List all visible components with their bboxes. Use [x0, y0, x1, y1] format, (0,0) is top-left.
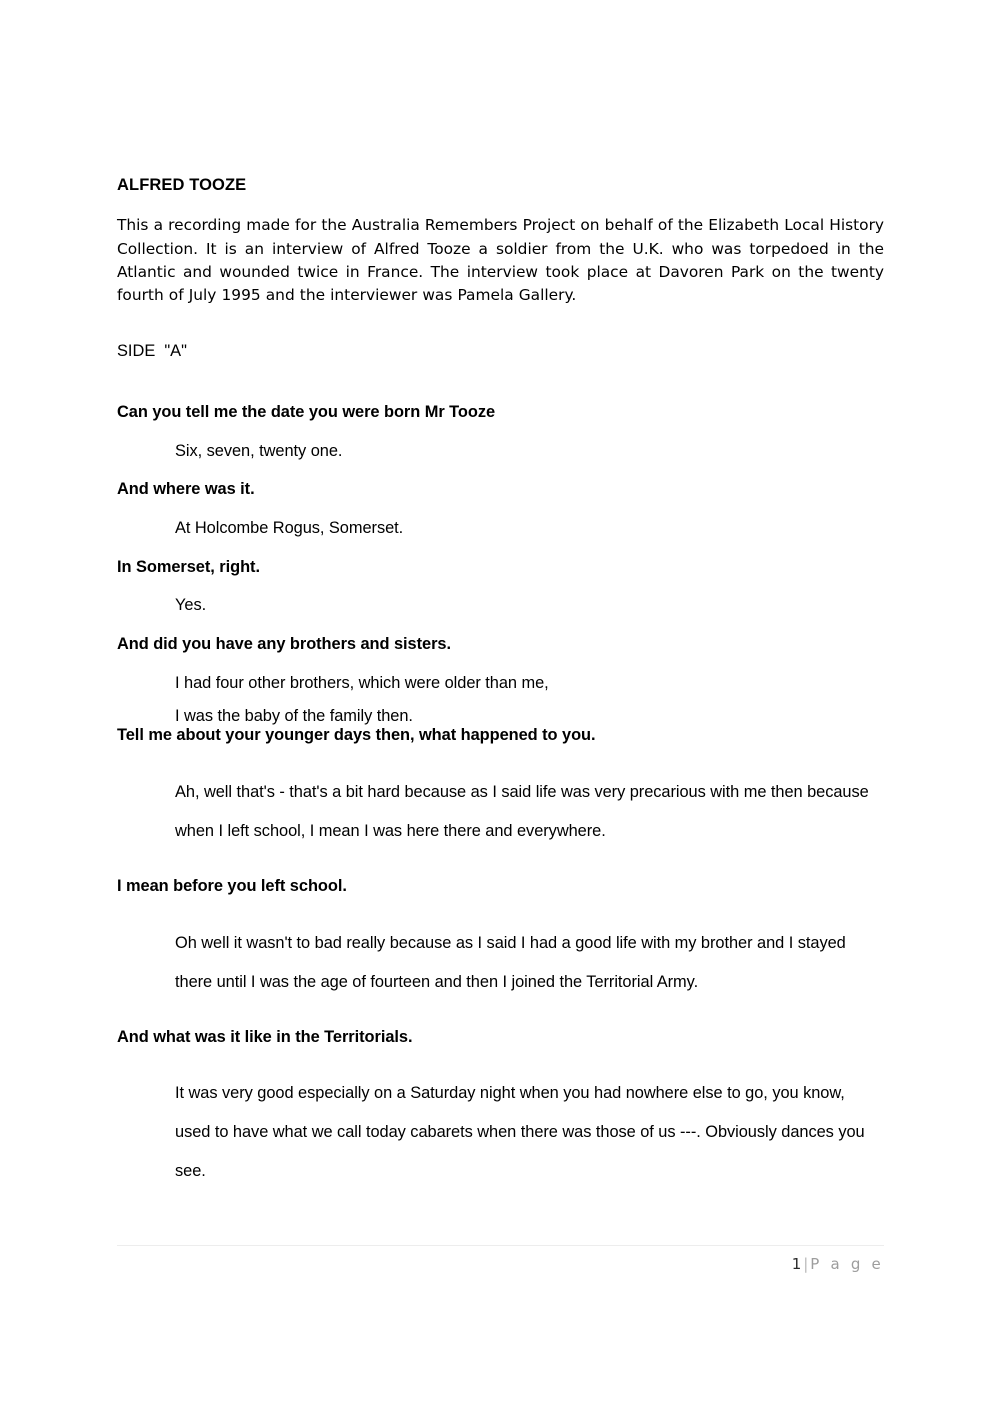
interview-answer-line: At Holcombe Rogus, Somerset.: [175, 519, 404, 538]
interview-answer-line: when I left school, I mean I was here there and everywhere.: [175, 821, 606, 840]
footer-divider: [117, 1245, 884, 1246]
interview-question: In Somerset, right.: [117, 557, 260, 576]
transcript-section-double-spaced: [117, 726, 884, 1191]
page-footer: [117, 1245, 884, 1273]
interview-answer-line: see.: [175, 1162, 206, 1181]
interview-answer-line: I was the baby of the family then.: [175, 706, 413, 725]
footer-separator: |: [803, 1255, 809, 1273]
intro-paragraph: This a recording made for the Australia Remembers Project on behalf of the Elizabeth Local History Collection. It is an interview of Alfred Tooze a soldier from the U.K. who was torpedoed in the Atlantic and wounded twice in France. The interview took place at Davoren Park on the twenty fourth of July 1995 and the interviewer was Pamela Gallery.: [117, 216, 884, 304]
interview-question: And what was it like in the Territorials.: [117, 1027, 413, 1046]
interview-question: Can you tell me the date you were born Mr Tooze: [117, 403, 496, 421]
interview-answer-line: used to have what we call today cabarets when there was those of us ---. Obviously dances you: [175, 1123, 865, 1142]
interview-answer-line: It was very good especially on a Saturday night when you had nowhere else to go, you know,: [175, 1084, 845, 1103]
interview-answer-line: Yes.: [175, 596, 207, 615]
interview-question: Tell me about your younger days then, what happened to you.: [117, 726, 596, 745]
side-label: SIDE "A": [117, 342, 187, 360]
footer-page-number: 1: [791, 1255, 802, 1273]
interview-answer-line: Ah, well that's - that's a bit hard because as I said life was very precarious with me then because: [175, 782, 869, 801]
interview-answer-line: Oh well it wasn't to bad really because as I said I had a good life with my brother and I stayed: [175, 933, 846, 952]
page-title: ALFRED TOOZE: [117, 176, 247, 194]
interview-answer-line: Six, seven, twenty one.: [175, 441, 343, 460]
interview-answer-line: there until I was the age of fourteen and then I joined the Territorial Army.: [175, 972, 699, 991]
footer-page-indicator: [117, 1255, 884, 1273]
footer-page-word: P a g e: [810, 1255, 884, 1273]
transcript-section-single-spaced: [117, 403, 884, 726]
document-body: [117, 176, 884, 1181]
interview-answer-line: I had four other brothers, which were older than me,: [175, 673, 549, 692]
interview-question: I mean before you left school.: [117, 876, 347, 895]
interview-question: And where was it.: [117, 480, 255, 499]
transcript: [117, 403, 884, 1191]
interview-question: And did you have any brothers and sisters.: [117, 635, 451, 654]
